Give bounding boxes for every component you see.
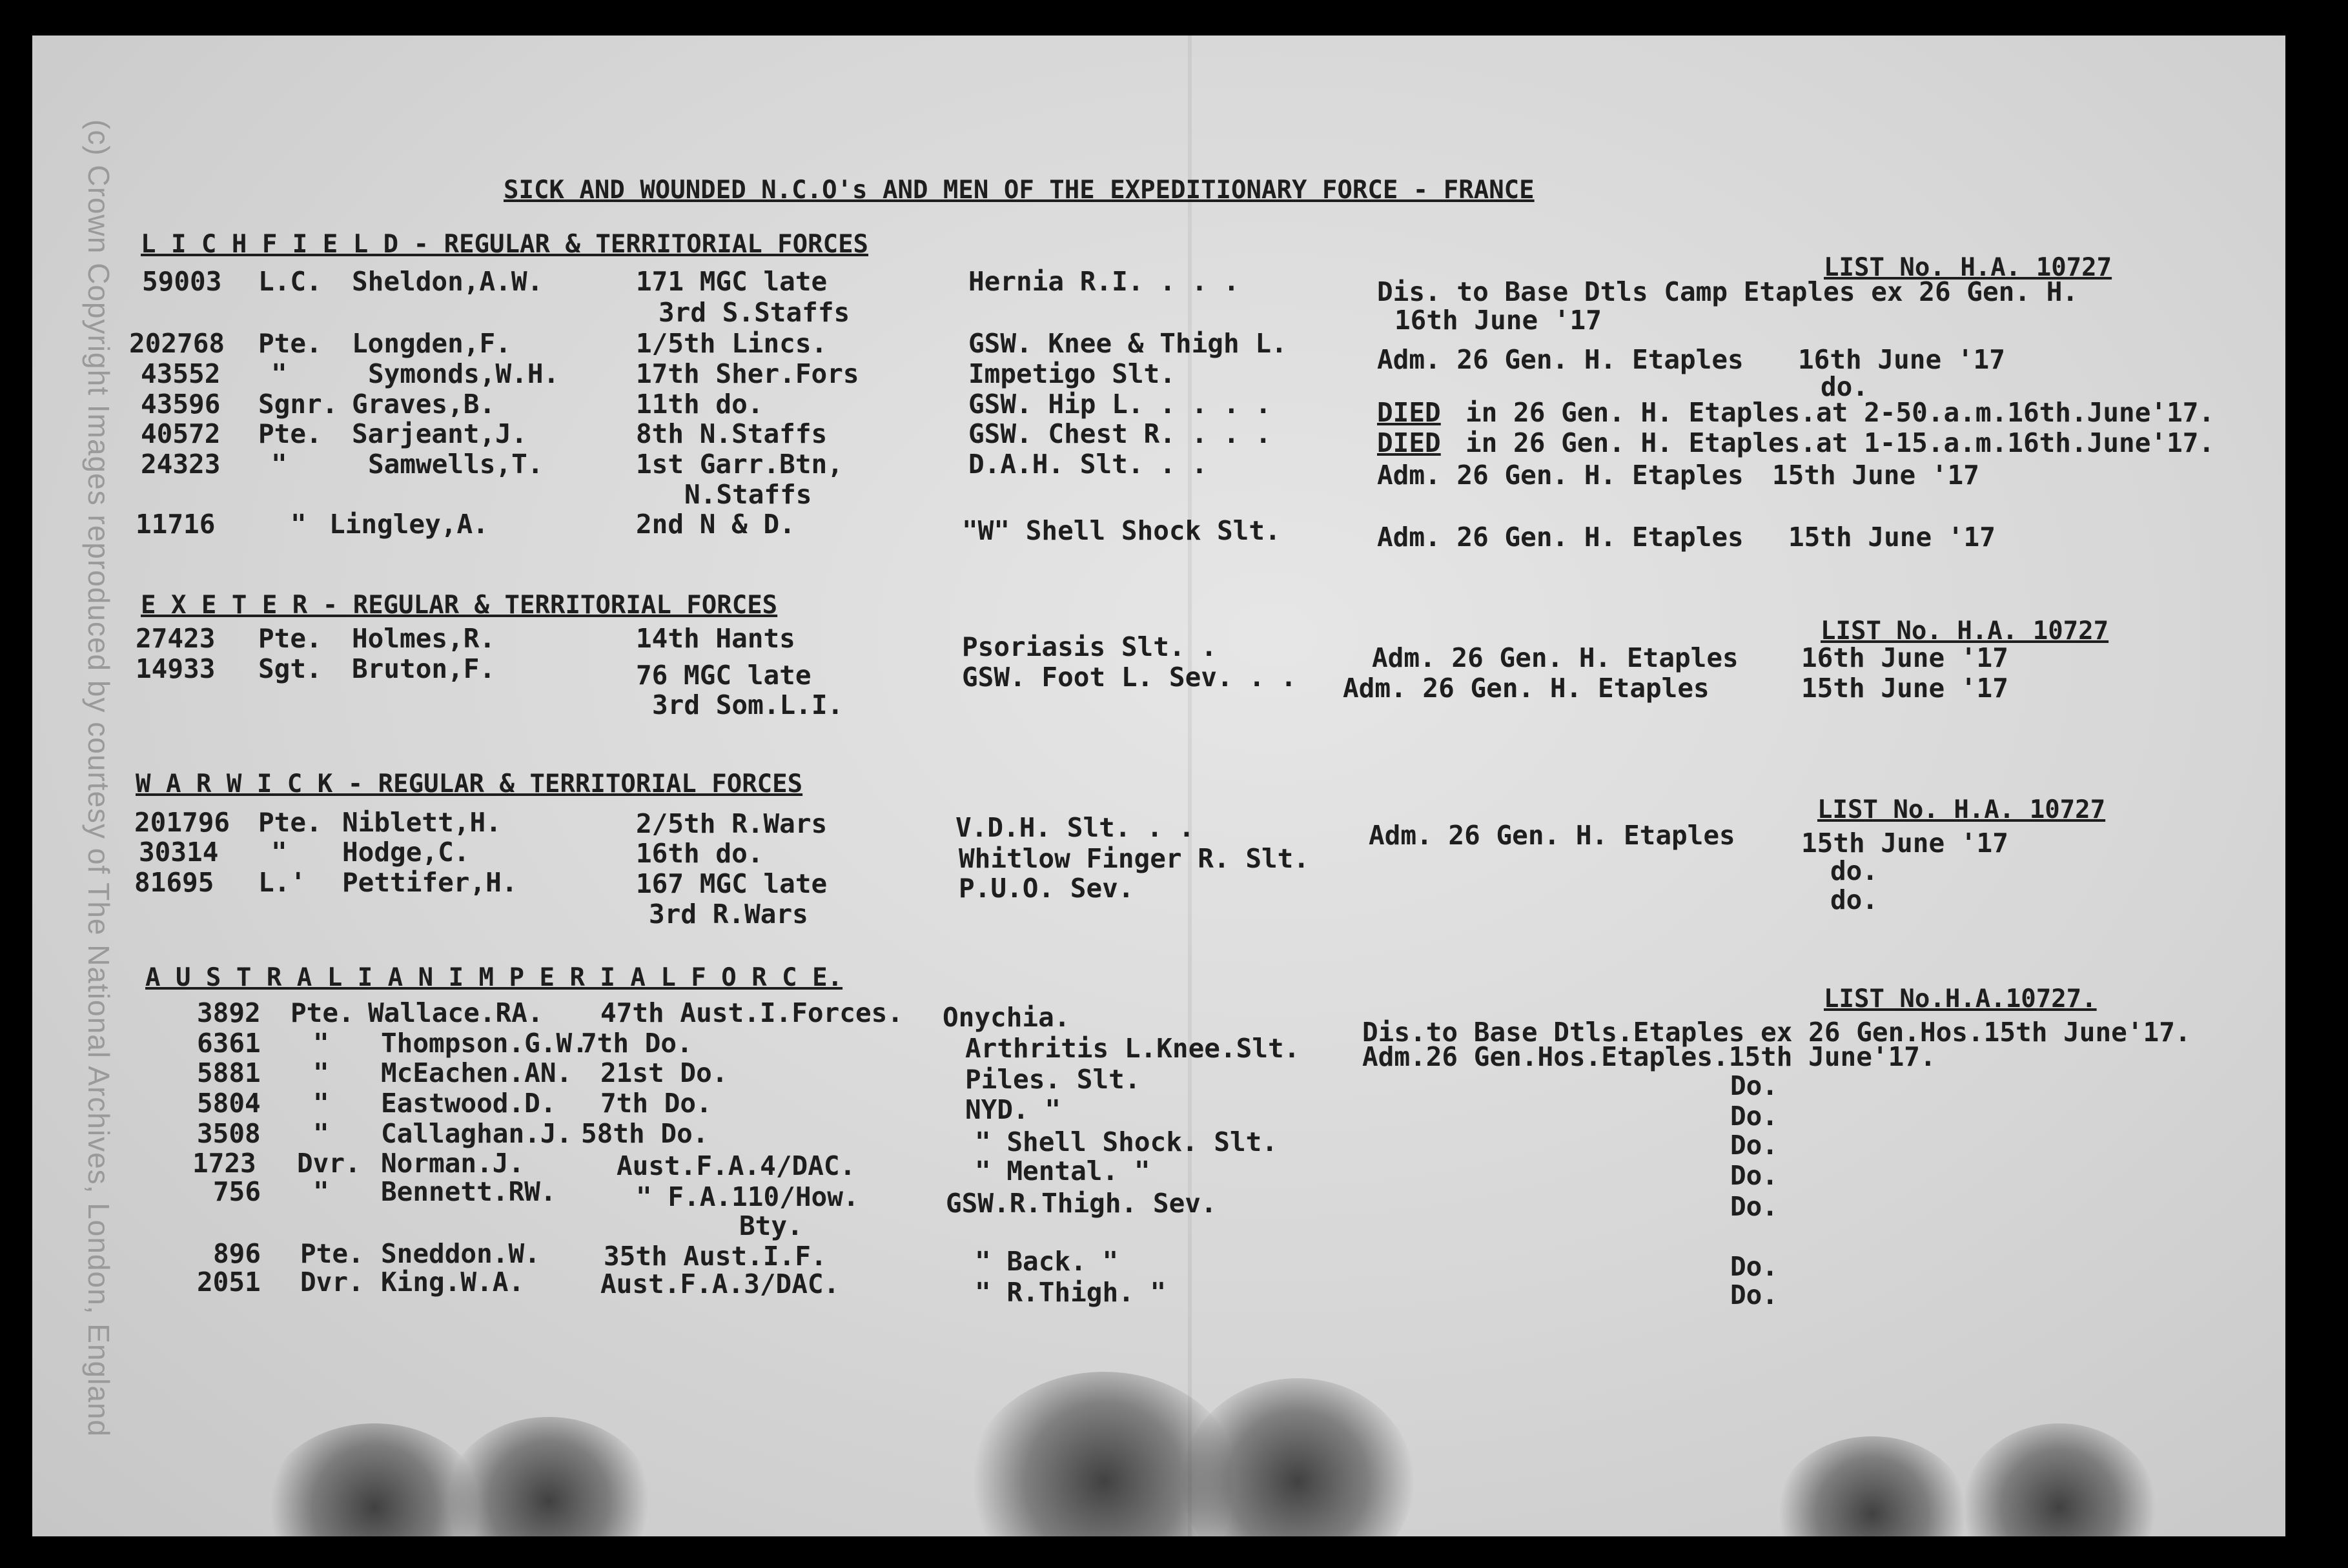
rank: " [291,509,307,540]
rank: " [313,1057,329,1088]
unit: 167 MGC late [636,868,828,899]
disposal-date: do. [1830,884,1879,915]
rank: Sgnr. [258,389,338,420]
died-marker: DIED [1377,427,1441,458]
service-number: 6361 [197,1028,261,1059]
rank: " [271,449,287,480]
soldier-name: Sheldon,A.W. [352,266,544,297]
disposal: Adm. 26 Gen. H. Etaples [1377,522,1744,553]
condition: " Mental. " [975,1156,1150,1186]
disposal-date: Do. [1730,1251,1779,1282]
unit: 7th Do. [600,1088,712,1119]
service-number: 30314 [139,837,219,868]
unit: 1st Garr.Btn, [636,449,843,480]
disposal-date: 16th June '17 [1798,344,2005,375]
service-number: 43596 [141,389,221,420]
list-number: LIST No. H.A. 10727 [1821,616,2109,646]
soldier-name: Sarjeant,J. [352,418,527,449]
unit: 35th Aust.I.F. [604,1241,827,1272]
soldier-name: McEachen.AN. [381,1057,573,1088]
disposal: Adm. 26 Gen. H. Etaples [1372,642,1739,673]
unit: 1/5th Lincs. [636,328,828,359]
disposal: in 26 Gen. H. Etaples.at 2-50.a.m.16th.June'17. [1465,397,2215,428]
condition: Impetigo Slt. [968,358,1176,389]
rank: Pte. [258,328,322,359]
unit: 2nd N & D. [636,509,795,540]
soldier-name: Lingley,A. [329,509,489,540]
soldier-name: King.W.A. [381,1267,525,1298]
unit: 47th Aust.I.Forces. [600,997,903,1028]
rank: " [271,358,287,389]
section-heading-lichfield: L I C H F I E L D - REGULAR & TERRITORIAL FORCES [141,230,869,259]
service-number: 3892 [197,997,261,1028]
service-number: 40572 [141,418,221,449]
service-number: 43552 [141,358,221,389]
soldier-name: Hodge,C. [342,837,470,868]
condition: V.D.H. Slt. . . [955,812,1195,843]
service-number: 201796 [134,807,230,838]
disposal-date: do. [1830,855,1879,886]
rank: " [313,1176,329,1207]
soldier-name: Pettifer,H. [342,867,518,898]
disposal-date: Do. [1730,1130,1779,1161]
soldier-name: Eastwood.D. [381,1088,556,1119]
rank: Pte. [300,1238,364,1269]
rank: Sgt. [258,653,322,684]
condition: Onychia. [943,1002,1070,1033]
soldier-name: Norman.J. [381,1148,525,1179]
disposal-date: 15th June '17 [1801,673,2008,704]
soldier-name: Bruton,F. [352,653,496,684]
list-number: LIST No.H.A.10727. [1824,984,2097,1013]
rank: Dvr. [297,1148,361,1179]
soldier-name: Sneddon.W. [381,1238,540,1269]
condition: GSW. Hip L. . . . . [968,389,1271,420]
condition: Psoriasis Slt. . [962,631,1217,662]
unit: 76 MGC late [636,660,812,691]
soldier-name: Longden,F. [352,328,511,359]
disposal-date: Do. [1730,1160,1779,1191]
service-number: 2051 [197,1267,261,1298]
stain [445,1417,652,1536]
condition: P.U.O. Sev. [959,873,1134,904]
rank: Pte. [258,807,322,838]
disposal-date: Do. [1730,1101,1779,1132]
stain [1963,1423,2156,1536]
rank: L.C. [258,266,322,297]
unit-continued: 3rd Som.L.I. [652,689,844,720]
rank: Pte. [258,623,322,654]
soldier-name: Thompson.G.W. [381,1028,588,1059]
soldier-name: Callaghan.J. [381,1118,573,1149]
disposal-date: Do. [1730,1279,1779,1310]
condition: " R.Thigh. " [975,1277,1167,1308]
disposal-date: 16th June '17 [1801,642,2008,673]
unit-continued: 3rd R.Wars [649,899,808,930]
disposal: Dis.to Base Dtls.Etaples ex 26 Gen.Hos.15th June'17. [1362,1017,2191,1048]
condition: Piles. Slt. [965,1064,1141,1095]
soldier-name: Samwells,T. [368,449,544,480]
rank: " [313,1118,329,1149]
unit: 11th do. [636,389,764,420]
rank: " [313,1028,329,1059]
service-number: 11716 [136,509,216,540]
disposal-date: 15th June '17 [1772,460,1979,491]
condition: NYD. " [965,1094,1061,1125]
rank: L.' [258,867,307,898]
section-heading-australian: A U S T R A L I A N I M P E R I A L F O R C E. [145,963,843,992]
rank: Pte. [291,997,354,1028]
soldier-name: Graves,B. [352,389,496,420]
disposal-date: 16th June '17 [1394,305,1602,336]
section-heading-exeter: E X E T E R - REGULAR & TERRITORIAL FORCES [141,591,778,620]
disposal: Adm. 26 Gen. H. Etaples [1377,460,1744,491]
soldier-name: Holmes,R. [352,623,496,654]
unit: 7th Do. [581,1028,693,1059]
fold-crease [1188,36,1192,1536]
unit: 8th N.Staffs [636,418,828,449]
disposal-date: do. [1821,371,1869,402]
unit: 17th Sher.Fors [636,358,859,389]
unit-continued: 3rd S.Staffs [658,297,850,328]
soldier-name: Niblett,H. [342,807,502,838]
disposal: Adm. 26 Gen. H. Etaples [1369,820,1735,851]
service-number: 5804 [197,1088,261,1119]
soldier-name: Wallace.RA. [368,997,544,1028]
service-number: 59003 [142,266,222,297]
unit: 14th Hants [636,623,795,654]
unit: 21st Do. [600,1057,728,1088]
rank: Dvr. [300,1267,364,1298]
condition: GSW.R.Thigh. Sev. [946,1188,1217,1219]
unit: Aust.F.A.4/DAC. [617,1150,856,1181]
unit: 16th do. [636,838,764,869]
condition: GSW. Chest R. . . . [968,418,1271,449]
disposal: Dis. to Base Dtls Camp Etaples ex 26 Gen. H. [1377,276,2079,307]
disposal-date: 15th June '17 [1788,522,1996,553]
condition: " Back. " [975,1246,1119,1277]
soldier-name: Bennett.RW. [381,1176,556,1207]
service-number: 3508 [197,1118,261,1149]
service-number: 24323 [141,449,221,480]
condition: Arthritis L.Knee.Slt. [965,1033,1300,1064]
service-number: 202768 [129,328,225,359]
rank: " [313,1088,329,1119]
unit-continued: Bty. [739,1210,803,1241]
unit: 58th Do. [581,1118,709,1149]
disposal-date: Do. [1730,1191,1779,1222]
unit: " F.A.110/How. [636,1181,859,1212]
soldier-name: Symonds,W.H. [368,358,560,389]
copyright-watermark: (c) Crown Copyright Images reproduced by courtesy of The National Archives, London, England [82,119,116,1438]
condition: " Shell Shock. Slt. [975,1126,1278,1157]
disposal-date: Do. [1730,1070,1779,1101]
list-number: LIST No. H.A. 10727 [1824,253,2112,282]
disposal: Adm.26 Gen.Hos.Etaples.15th June'17. [1362,1041,1936,1072]
condition: Hernia R.I. . . . [968,266,1240,297]
service-number: 896 [213,1238,261,1269]
unit: 2/5th R.Wars [636,808,828,839]
condition: D.A.H. Slt. . . [968,449,1208,480]
condition: "W" Shell Shock Slt. [962,515,1281,546]
disposal-date: 15th June '17 [1801,828,2008,859]
rank: " [271,837,287,868]
rank: Pte. [258,418,322,449]
disposal: Adm. 26 Gen. H. Etaples [1377,344,1744,375]
condition: GSW. Foot L. Sev. . . [962,662,1297,693]
unit: Aust.F.A.3/DAC. [600,1268,840,1299]
disposal: in 26 Gen. H. Etaples.at 1-15.a.m.16th.June'17. [1465,427,2215,458]
service-number: 5881 [197,1057,261,1088]
list-number: LIST No. H.A. 10727 [1817,795,2106,824]
section-heading-warwick: W A R W I C K - REGULAR & TERRITORIAL FORCES [136,769,803,799]
unit: 171 MGC late [636,266,828,297]
service-number: 14933 [136,653,216,684]
service-number: 81695 [134,867,214,898]
condition: Whitlow Finger R. Slt. [959,843,1310,874]
disposal: Adm. 26 Gen. H. Etaples [1343,673,1710,704]
stain [1775,1436,1969,1536]
condition: GSW. Knee & Thigh L. [968,328,1287,359]
service-number: 27423 [136,623,216,654]
service-number: 1723 [192,1148,256,1179]
stain [1181,1378,1414,1536]
service-number: 756 [213,1176,261,1207]
page-title: SICK AND WOUNDED N.C.O's AND MEN OF THE EXPEDITIONARY FORCE - FRANCE [504,176,1535,205]
unit-continued: N.Staffs [684,479,812,510]
died-marker: DIED [1377,397,1441,428]
